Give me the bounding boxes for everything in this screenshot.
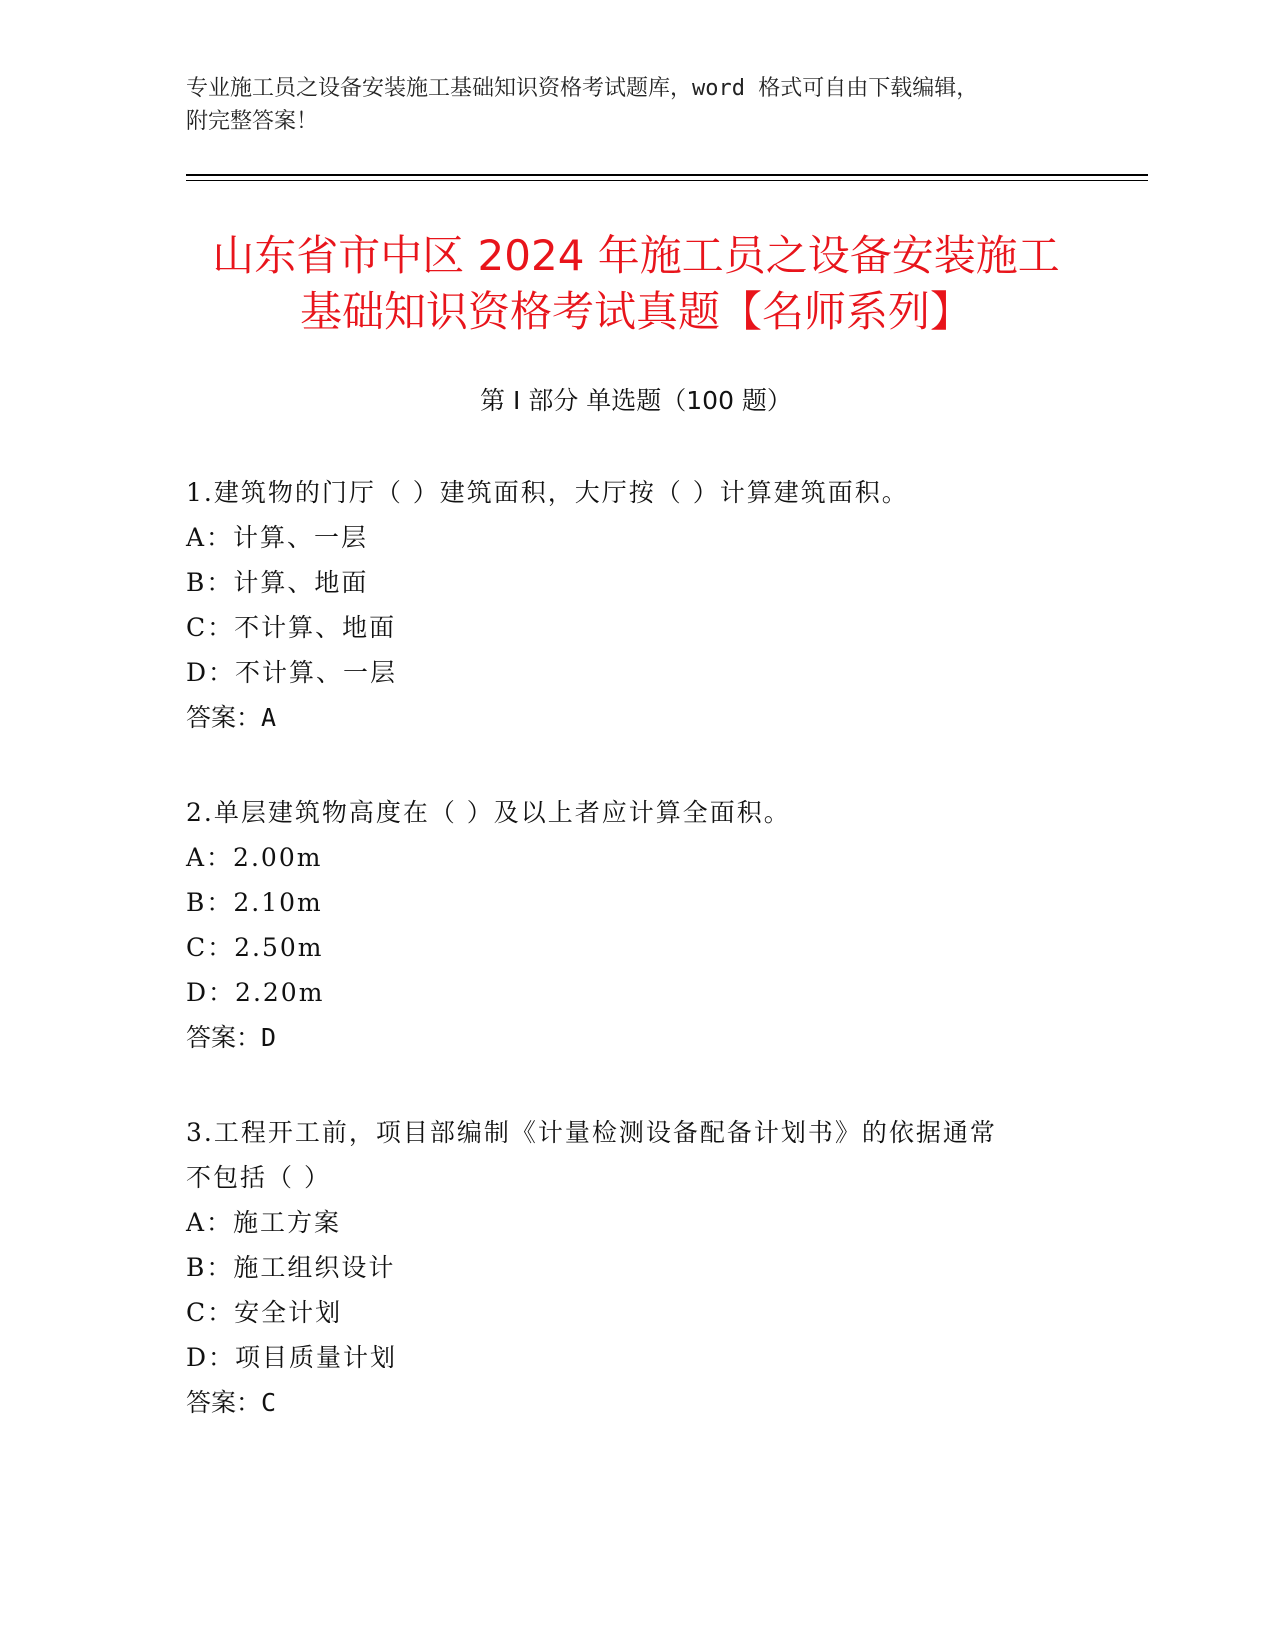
answer-label: 答案： [186, 1388, 262, 1417]
question-2 [186, 790, 1066, 1060]
option-a: A：施工方案 [186, 1208, 342, 1237]
option-d: D：项目质量计划 [186, 1343, 398, 1372]
question-stem: 2.单层建筑物高度在（ ）及以上者应计算全面积。 [186, 798, 791, 827]
document-title [186, 228, 1086, 340]
option-a: A：计算、一层 [186, 523, 369, 552]
header-divider-thin [186, 180, 1148, 181]
document-title-line-1: 山东省市中区 2024 年施工员之设备安装施工 [212, 231, 1060, 280]
question-3 [186, 1110, 1066, 1425]
question-stem-line-1: 3.工程开工前，项目部编制《计量检测设备配备计划书》的依据通常 [186, 1118, 997, 1147]
option-a: A：2.00m [186, 843, 323, 872]
document-title-line-2: 基础知识资格考试真题【名师系列】 [299, 287, 972, 336]
header-divider-thick [186, 174, 1148, 176]
answer-label: 答案： [186, 703, 262, 732]
question-stem: 1.建筑物的门厅（ ）建筑面积，大厅按（ ）计算建筑面积。 [186, 478, 909, 507]
option-b: B：计算、地面 [186, 568, 369, 597]
question-1 [186, 470, 1066, 740]
question-stem-line-2: 不包括（ ） [186, 1163, 331, 1192]
answer-value: A [261, 703, 277, 732]
option-b: B：施工组织设计 [186, 1253, 396, 1282]
option-c: C：不计算、地面 [186, 613, 397, 642]
answer-line [186, 1015, 1066, 1060]
answer-label: 答案： [186, 1023, 262, 1052]
option-c: C：安全计划 [186, 1298, 343, 1327]
option-d: D：2.20m [186, 978, 325, 1007]
section-heading: 第 I 部分 单选题（100 题） [480, 386, 792, 415]
option-d: D：不计算、一层 [186, 658, 398, 687]
header-note-line-2: 附完整答案！ [186, 109, 319, 134]
answer-line [186, 1380, 1066, 1425]
option-c: C：2.50m [186, 933, 324, 962]
header-note [186, 72, 1066, 138]
answer-value: D [261, 1023, 277, 1052]
answer-value: C [261, 1388, 277, 1417]
answer-line [186, 695, 1066, 740]
header-note-line-1: 专业施工员之设备安装施工基础知识资格考试题库，word 格式可自由下载编辑， [186, 76, 979, 101]
option-b: B：2.10m [186, 888, 323, 917]
